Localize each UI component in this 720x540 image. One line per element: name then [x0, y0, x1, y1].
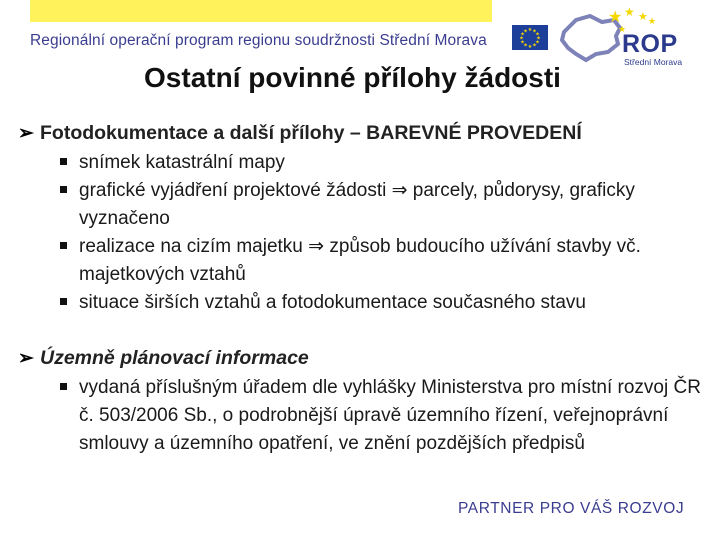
svg-text:★: ★: [608, 7, 623, 26]
square-bullet-icon: [60, 186, 67, 193]
eu-flag-icon: [512, 25, 548, 50]
list-item: [18, 374, 718, 458]
list-item: [18, 149, 718, 177]
section-heading-text: Fotodokumentace a další přílohy – BAREVNÉ PROVEDENÍ: [40, 122, 582, 144]
rop-logo-text: ROP: [622, 30, 678, 58]
svg-text:★: ★: [535, 39, 540, 46]
square-bullet-icon: [60, 158, 67, 165]
svg-text:★: ★: [523, 28, 528, 35]
program-name: Regionální operační program regionu soudržnosti Střední Morava: [30, 32, 487, 49]
list-item-text: situace širších vztahů a fotodokumentace současného stavu: [79, 292, 586, 313]
svg-text:★: ★: [618, 25, 627, 35]
section-heading-text: Územně plánovací informace: [40, 347, 309, 369]
svg-text:★: ★: [532, 42, 537, 49]
svg-text:★: ★: [532, 28, 537, 35]
square-bullet-icon: [60, 242, 67, 249]
svg-text:★: ★: [519, 35, 524, 42]
svg-text:★: ★: [536, 35, 541, 42]
list-item: [18, 233, 718, 289]
svg-text:★: ★: [624, 5, 635, 19]
bullet-list: [18, 149, 718, 317]
list-item-text: realizace na cizím majetku ⇒ způsob budoucího užívání stavby vč. majetkových vztahů: [79, 236, 641, 285]
section-heading: [18, 345, 718, 372]
list-item: [18, 289, 718, 317]
list-item-text: grafické vyjádření projektové žádosti ⇒ parcely, půdorysy, graficky vyznačeno: [79, 180, 635, 229]
list-item-text: vydaná příslušným úřadem dle vyhlášky Ministerstva pro místní rozvoj ČR č. 503/2006 Sb., o podrobnější úpravě územního řízení, veřejnoprávní smlouvy a územního opatření, ve znění pozdějších předpisů: [79, 377, 701, 454]
svg-text:★: ★: [648, 17, 657, 27]
bullet-list: [18, 374, 718, 458]
rop-logo-subtext: Střední Morava: [624, 57, 683, 67]
arrow-right-icon: ➢: [18, 123, 34, 144]
svg-text:★: ★: [520, 31, 525, 38]
footer-tagline: PARTNER PRO VÁŠ ROZVOJ: [458, 500, 685, 517]
svg-text:★: ★: [527, 27, 533, 33]
svg-text:★: ★: [527, 44, 533, 50]
svg-text:★: ★: [535, 31, 540, 38]
svg-text:★: ★: [520, 39, 525, 46]
slide-title: Ostatní povinné přílohy žádosti: [144, 62, 561, 93]
header-yellow-band: [30, 0, 492, 22]
list-item: [18, 177, 718, 233]
square-bullet-icon: [60, 383, 67, 390]
svg-text:★: ★: [523, 42, 528, 49]
section-photo-documentation: [18, 120, 718, 317]
svg-text:★: ★: [638, 10, 648, 23]
section-planning-information: [18, 345, 718, 458]
section-heading: [18, 120, 718, 147]
arrow-right-icon: ➢: [18, 348, 34, 369]
square-bullet-icon: [60, 298, 67, 305]
list-item-text: snímek katastrální mapy: [79, 152, 285, 173]
